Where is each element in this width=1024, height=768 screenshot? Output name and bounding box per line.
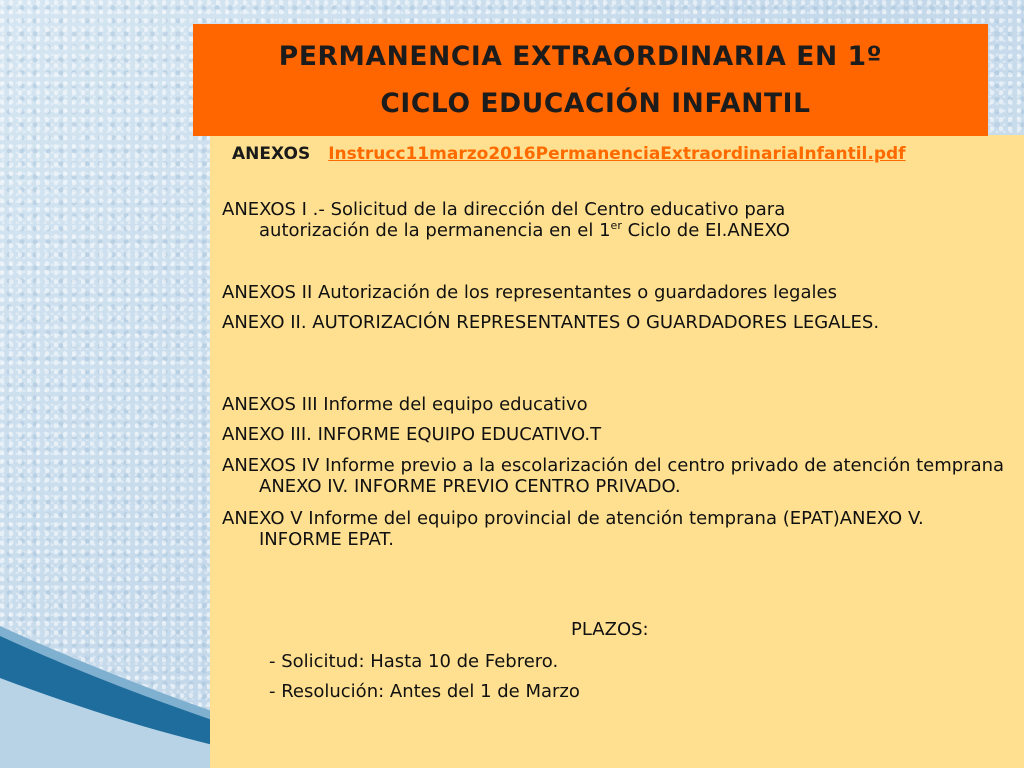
title-line-1: PERMANENCIA EXTRAORDINARIA EN 1º bbox=[278, 41, 883, 72]
anexo-3-informe-text: ANEXOS III Informe del equipo educativo bbox=[222, 394, 588, 415]
anexo-4-paragraph: ANEXOS IV Informe previo a la escolarización del centro privado de atención temprana ANEXO IV. INFORME PREVIO CENTRO PRIVADO. bbox=[222, 455, 1005, 497]
anexo-1-paragraph bbox=[222, 199, 1012, 241]
anexos-header bbox=[232, 144, 906, 165]
anexo-1-line2-end: Ciclo de EI.ANEXO bbox=[621, 220, 790, 241]
anexo-1-superscript: er bbox=[610, 219, 622, 232]
anexo-2-solicitud-text: ANEXOS II Autorización de los representantes o guardadores legales bbox=[222, 282, 837, 303]
anexo-1-line2: autorización de la permanencia en el 1 bbox=[259, 220, 611, 241]
anexo-1-line1: ANEXOS I .- Solicitud de la dirección del Centro educativo para bbox=[222, 199, 786, 220]
page-title bbox=[193, 24, 988, 136]
plazo-item-resolucion: - Resolución: Antes del 1 de Marzo bbox=[269, 681, 580, 702]
title-line-2: CICLO EDUCACIÓN INFANTIL bbox=[380, 88, 811, 119]
anexo-2-document-link[interactable]: ANEXO II. AUTORIZACIÓN REPRESENTANTES O GUARDADORES LEGALES. bbox=[222, 312, 880, 333]
pdf-link[interactable]: Instrucc11marzo2016PermanenciaExtraordinariaInfantil.pdf bbox=[328, 144, 906, 164]
anexos-label: ANEXOS bbox=[232, 144, 311, 164]
plazos-heading: PLAZOS: bbox=[571, 619, 649, 640]
anexo-3-document-link[interactable]: ANEXO III. INFORME EQUIPO EDUCATIVO.T bbox=[222, 424, 602, 445]
anexo-5-paragraph: ANEXO V Informe del equipo provincial de atención temprana (EPAT)ANEXO V. INFORME EPAT. bbox=[222, 508, 924, 550]
plazo-item-solicitud: - Solicitud: Hasta 10 de Febrero. bbox=[269, 651, 559, 672]
